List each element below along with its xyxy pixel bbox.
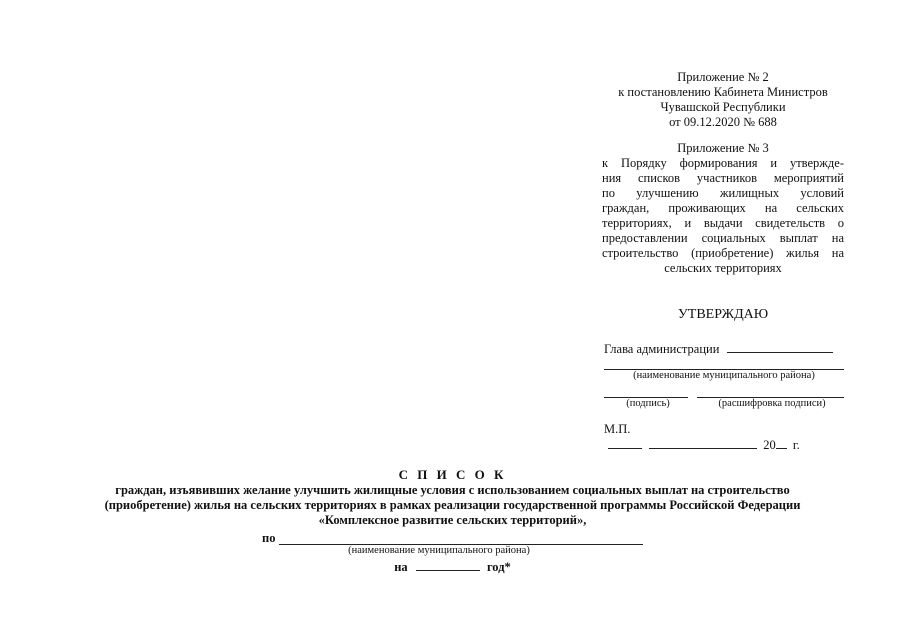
na-label: на <box>394 560 408 574</box>
year-row <box>0 559 905 575</box>
year-prefix: 20 <box>763 438 776 452</box>
list-description-line: граждан, изъявивших желание улучшить жилищные условия с использованием социальных выплат на строительство <box>115 483 790 497</box>
appendix-2-line: к постановлению Кабинета Министров <box>618 85 828 99</box>
po-municipality-caption: (наименование муниципального района) <box>348 545 530 556</box>
head-of-administration-label: Глава администрации <box>604 342 720 356</box>
list-title: С П И С О К <box>398 467 507 482</box>
appendix-3-line: территориях, и выдачи свидетельств о <box>602 216 844 230</box>
signature-caption: (подпись) <box>626 398 670 409</box>
signature-decoding-caption: (расшифровка подписи) <box>718 398 826 409</box>
day-blank[interactable] <box>608 437 642 449</box>
year-suffix: г. <box>792 438 800 452</box>
appendix-3-line: строительство (приобретение) жилья на <box>602 246 844 260</box>
stamp-label: М.П. <box>604 422 631 436</box>
appendix-3-line: ния списков участников мероприятий <box>602 171 844 185</box>
appendix-3-line: предоставлении социальных выплат на <box>602 231 844 245</box>
year-label: год* <box>486 560 511 574</box>
municipality-caption: (наименование муниципального района) <box>633 370 815 381</box>
list-description <box>40 483 865 528</box>
header-block <box>602 70 844 276</box>
appendix-2-title: Приложение № 2 <box>677 70 769 84</box>
appendix-3-title: Приложение № 3 <box>677 141 769 155</box>
appendix-2-date-number: от 09.12.2020 № 688 <box>669 115 777 129</box>
appendix-3-block <box>602 141 844 276</box>
list-description-line: (приобретение) жилья на сельских территориях в рамках реализации государственной программы Российской Федерации <box>104 498 801 512</box>
head-of-administration-row <box>604 341 833 357</box>
list-year-blank[interactable] <box>416 559 480 571</box>
appendix-3-line: к Порядку формирования и утвержде- <box>602 156 844 170</box>
head-name-blank[interactable] <box>727 341 833 353</box>
month-blank[interactable] <box>649 437 757 449</box>
approval-date-row <box>608 437 800 453</box>
po-label: по <box>262 531 276 545</box>
appendix-3-line: по улучшению жилищных условий <box>602 186 844 200</box>
appendix-3-line: граждан, проживающих на сельских <box>602 201 844 215</box>
list-description-line: «Комплексное развитие сельских территорий», <box>318 513 587 527</box>
year-blank[interactable] <box>776 437 787 449</box>
appendix-2-block <box>602 70 844 130</box>
approval-heading: УТВЕРЖДАЮ <box>677 307 769 322</box>
appendix-3-line: сельских территориях <box>664 261 782 275</box>
appendix-2-line: Чувашской Республики <box>660 100 786 114</box>
